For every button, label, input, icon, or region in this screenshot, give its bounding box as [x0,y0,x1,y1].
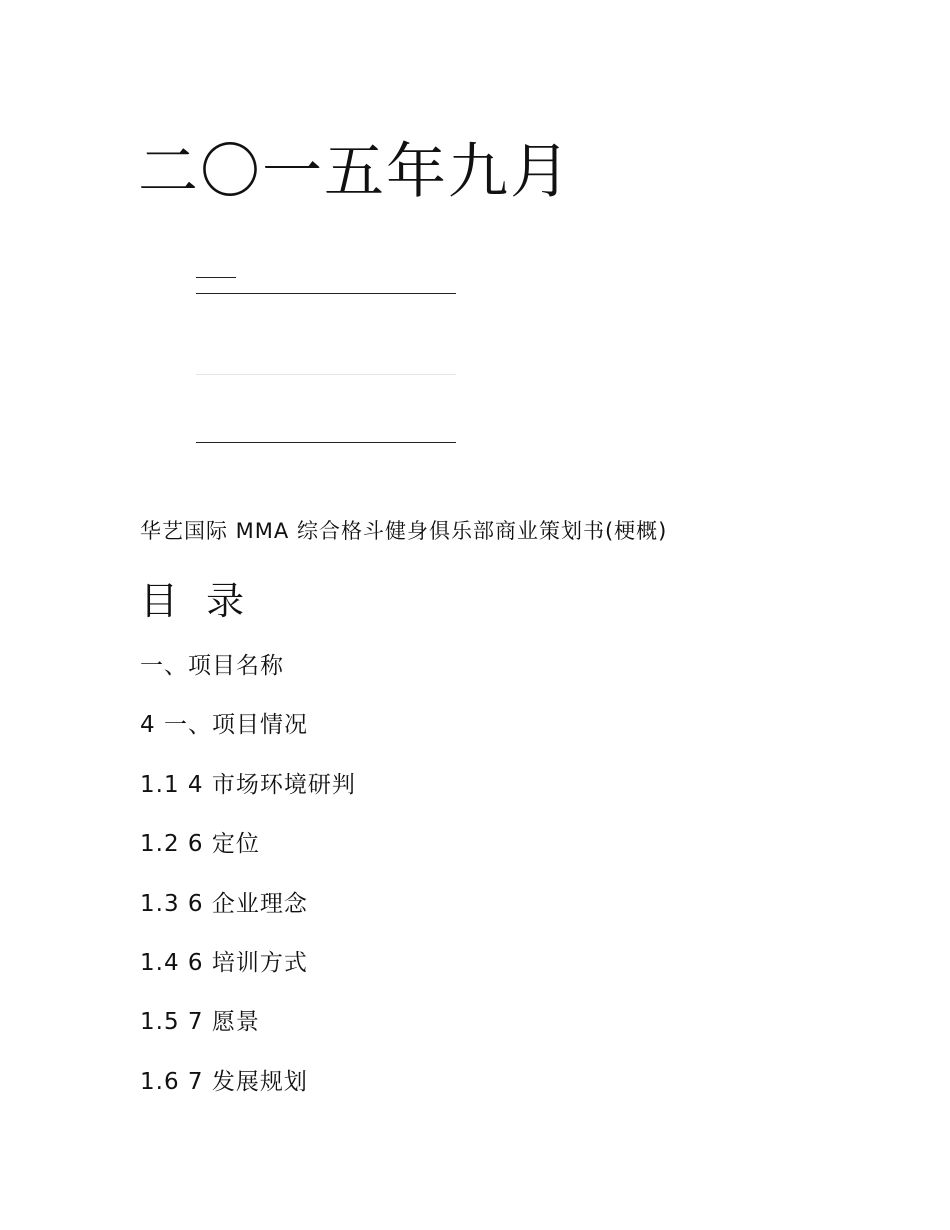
toc-item-project-name[interactable]: 一、项目名称 [140,653,284,679]
toc-item-vision[interactable]: 1.5 7 愿景 [140,1009,260,1036]
toc-item-market-analysis[interactable]: 1.1 4 市场环境研判 [140,771,356,798]
toc-list [140,646,356,1121]
toc-item-project-overview[interactable]: 4 一、项目情况 [140,712,308,739]
toc-item-positioning[interactable]: 1.2 6 定位 [140,831,260,858]
toc-item-corporate-philosophy[interactable]: 1.3 6 企业理念 [140,890,308,917]
toc-item-development-plan[interactable]: 1.6 7 发展规划 [140,1068,308,1095]
document-title: 华艺国际 MMA 综合格斗健身俱乐部商业策划书(梗概) [140,519,668,543]
toc-item-training-method[interactable]: 1.4 6 培训方式 [140,949,308,976]
cover-date: 二〇一五年九月 [138,137,572,207]
faint-rule [196,374,456,375]
toc-heading: 目 录 [140,579,253,623]
signature-line-top [196,293,456,294]
short-rule [196,277,236,278]
signature-line-bottom [196,442,456,443]
